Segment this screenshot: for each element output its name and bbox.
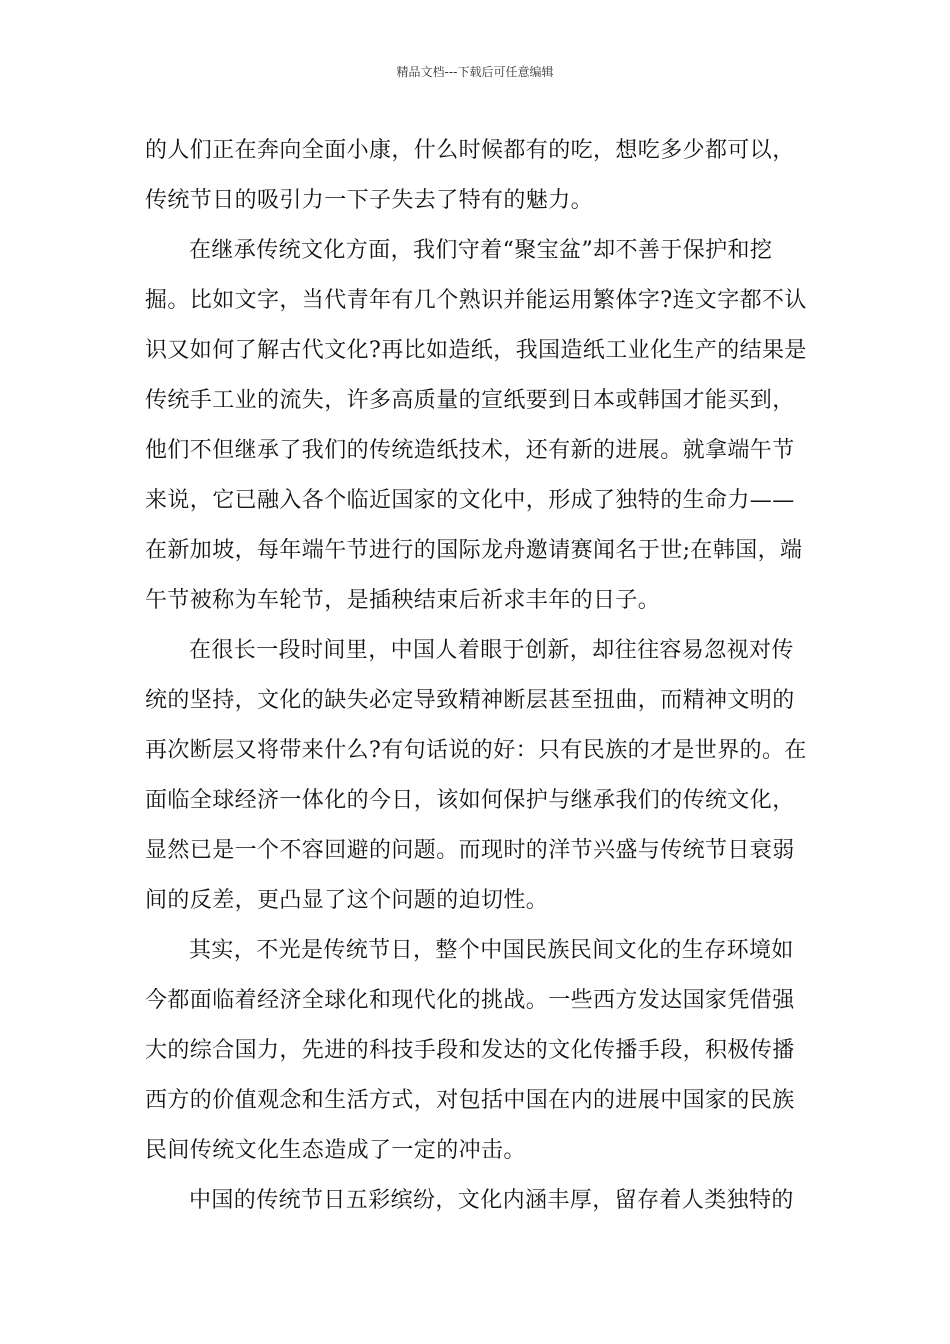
- paragraph-first-line: 中国的传统节日五彩缤纷，文化内涵丰厚，留存着人类独特的: [189, 1188, 794, 1213]
- text-line: 再次断层又将带来什么?有句话说的好：只有民族的才是世界的。在: [145, 738, 807, 763]
- paragraph-first-line: 在很长一段时间里，中国人着眼于创新，却往往容易忽视对传: [189, 638, 794, 663]
- text-line: 大的综合国力，先进的科技手段和发达的文化传播手段，积极传播: [145, 1038, 795, 1063]
- text-line: 面临全球经济一体化的今日，该如何保护与继承我们的传统文化，: [145, 788, 795, 813]
- text-line: 间的反差，更凸显了这个问题的迫切性。: [145, 888, 549, 913]
- text-line: 他们不但继承了我们的传统造纸技术，还有新的进展。就拿端午节: [145, 438, 795, 463]
- text-line: 掘。比如文字，当代青年有几个熟识并能运用繁体字?连文字都不认: [145, 288, 807, 313]
- text-line: 传统节日的吸引力一下子失去了特有的魅力。: [145, 188, 594, 213]
- text-line: 西方的价值观念和生活方式，对包括中国在内的进展中国家的民族: [145, 1088, 795, 1113]
- page-header: 精品文档---下载后可任意编辑: [396, 65, 554, 79]
- text-line: 今都面临着经济全球化和现代化的挑战。一些西方发达国家凭借强: [145, 988, 795, 1013]
- text-line: 来说，它已融入各个临近国家的文化中，形成了独特的生命力——: [145, 488, 795, 513]
- text-line: 显然已是一个不容回避的问题。而现时的洋节兴盛与传统节日衰弱: [145, 838, 795, 863]
- text-line: 的人们正在奔向全面小康，什么时候都有的吃，想吃多少都可以，: [145, 138, 795, 163]
- body-text: [145, 126, 805, 1226]
- text-line: 在新加坡，每年端午节进行的国际龙舟邀请赛闻名于世;在韩国，端: [145, 538, 803, 563]
- paragraph-first-line: 其实，不光是传统节日，整个中国民族民间文化的生存环境如: [189, 938, 794, 963]
- text-line: 统的坚持，文化的缺失必定导致精神断层甚至扭曲，而精神文明的: [145, 688, 795, 713]
- paragraph-first-line: 在继承传统文化方面，我们守着“聚宝盆”却不善于保护和挖: [189, 238, 773, 263]
- text-line: 午节被称为车轮节，是插秧结束后祈求丰年的日子。: [145, 588, 661, 613]
- text-line: 民间传统文化生态造成了一定的冲击。: [145, 1138, 526, 1163]
- text-line: 识又如何了解古代文化?再比如造纸，我国造纸工业化生产的结果是: [145, 338, 807, 363]
- text-line: 传统手工业的流失，许多高质量的宣纸要到日本或韩国才能买到，: [145, 388, 795, 413]
